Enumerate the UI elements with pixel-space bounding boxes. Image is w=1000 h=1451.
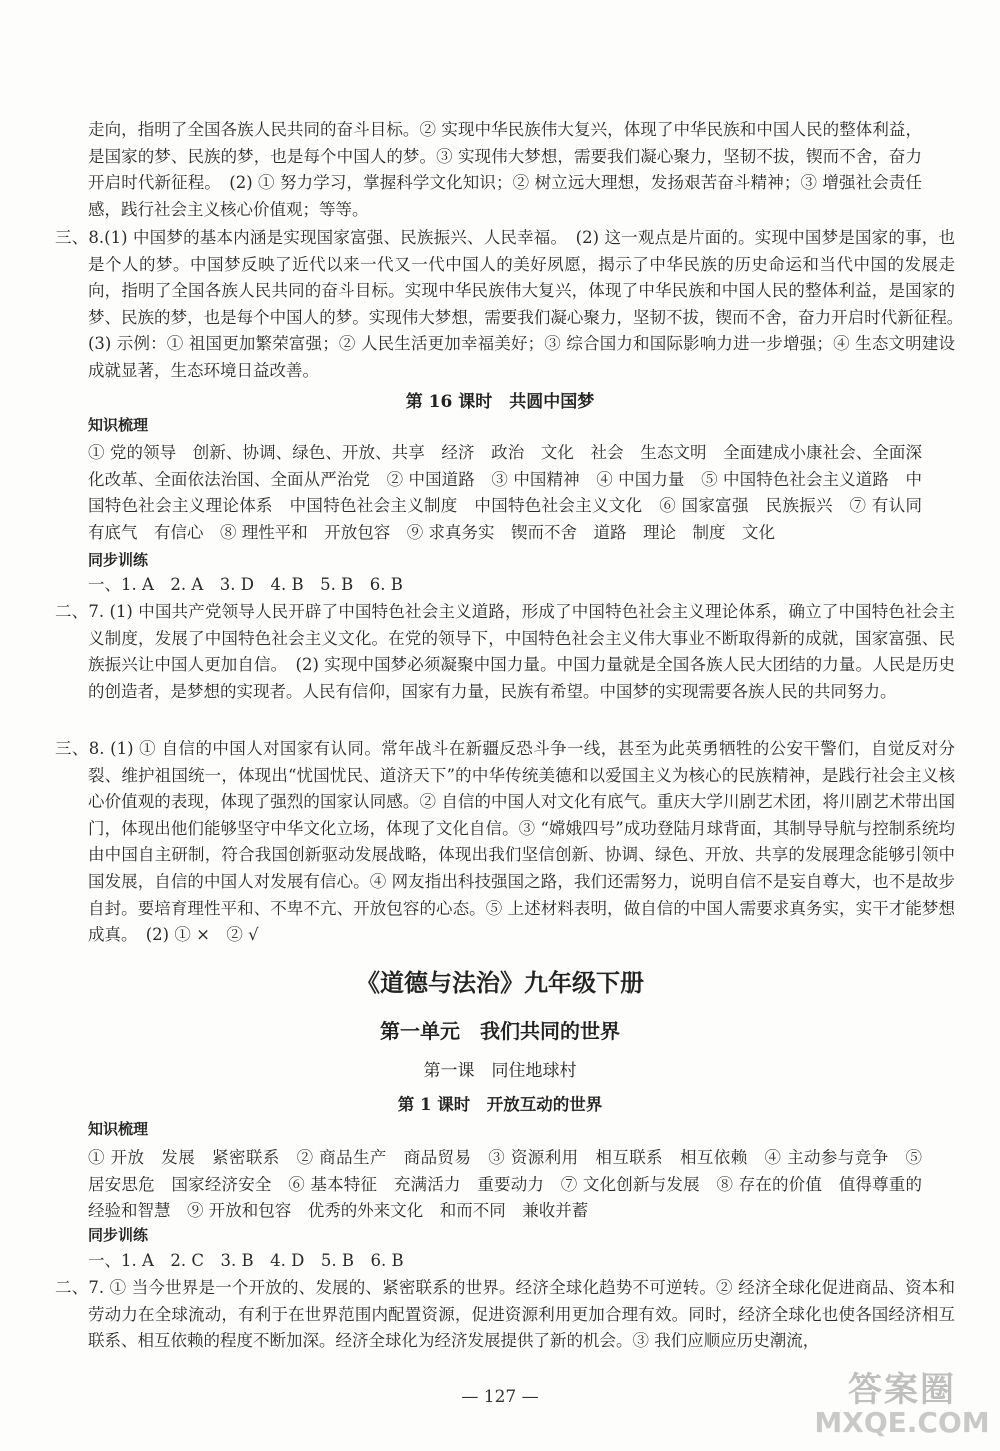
unit-title: 第一单元 我们共同的世界 bbox=[380, 1019, 620, 1043]
knowledge-points-2: ① 开放 发展 紧密联系 ② 商品生产 商品贸易 ③ 资源利用 相互联系 相互依赖 ④ 主动参与竞争 ⑤ 居安思危 国家经济安全 ⑥ 基本特征 充满活力 重要动力 ⑦ 文化创新与发展 ⑧ 存在的价值 值得尊重的经验和智慧 ⑨ 开放和包容 优秀的外来文化 和而不同 兼收并蓄 bbox=[88, 1148, 922, 1221]
choice-answers: 一、1. A 2. A 3. D 4. B 5. B 6. B bbox=[88, 575, 403, 594]
sync-training-heading: 同步训练 bbox=[88, 551, 149, 569]
paragraph-continuation: 走向，指明了全国各族人民共同的奋斗目标。② 实现中华民族伟大复兴，体现了中华民族和中国人民的整体利益，是国家的梦、民族的梦，也是每个中国人的梦。③ 实现伟大梦想，需要我们凝心聚力，坚韧不拔，锲而不舍，奋力开启时代新征程。 (2) ① 努力学习，掌握科学文化知识；② 树立远大理想，发扬艰苦奋斗精神；③ 增强社会责任感，践行社会主义核心价值观；等等。 bbox=[88, 120, 922, 219]
watermark-logo bbox=[812, 1362, 992, 1444]
knowledge-points: ① 党的领导 创新、协调、绿色、开放、共享 经济 政治 文化 社会 生态文明 全面建成小康社会、全面深化改革、全面依法治国、全面从严治党 ② 中国道路 ③ 中国精神 ④ 中国力量 ⑤ 中国特色社会主义道路 中国特色社会主义理论体系 中国特色社会主义制度 中国特色社会主义文化 ⑥ 国家富强 民族振兴 ⑦ 有认同 有底气 有信心 ⑧ 理性平和 开放包容 ⑨ 求真务实 锲而不舍 道路 理论 制度 文化 bbox=[88, 443, 939, 542]
lesson-16-title: 第 16 课时 共圆中国梦 bbox=[405, 392, 595, 412]
question-8-answer: 三、8.(1) 中国梦的基本内涵是实现国家富强、民族振兴、人民幸福。 (2) 这一观点是片面的。实现中国梦是国家的事，也是个人的梦。中国梦反映了近代以来一代又一代中国人的美好夙愿，揭示了中华民族的历史命运和当代中国的发展走向，指明了全国各族人民共同的奋斗目标。实现中华民族伟大复兴，体现了中华民族和中国人民的整体利益，是国家的梦、民族的梦，也是每个中国人的梦。实现伟大梦想，需要我们凝心聚力，坚韧不拔，锲而不舍，奋力开启时代新征程。 (3) 示例：① 祖国更加繁荣富强；② 人民生活更加幸福美好；③ 综合国力和国际影响力进一步增强；④ 生态文明建设成就显著，生态环境日益改善。 bbox=[55, 228, 972, 380]
page-number: — 127 — bbox=[461, 1387, 539, 1407]
knowledge-heading-2: 知识梳理 bbox=[88, 1120, 149, 1138]
question-7-answer: 二、7. (1) 中国共产党领导人民开辟了中国特色社会主义道路，形成了中国特色社会主义理论体系，确立了中国特色社会主义制度，发展了中国特色社会主义文化。在党的领导下，中国特色社会主义伟大事业不断取得新的成就，国家富强、民族振兴让中国人更加自信。 (2) 实现中国梦必须凝聚中国力量。中国力量就是全国各族人民大团结的力量。人民是历史的创造者，是梦想的实现者。人民有信仰，国家有力量，民族有希望。中国梦的实现需要各族人民的共同努力。 bbox=[55, 602, 955, 701]
watermark-brand: 答案圈 bbox=[848, 1370, 956, 1410]
question-7-answer-2: 二、7. ① 当今世界是一个开放的、发展的、紧密联系的世界。经济全球化趋势不可逆转。② 经济全球化促进商品、资本和劳动力在全球流动，有利于在世界范围内配置资源，促进资源利用更加合理有效。同时，经济全球化也使各国经济相互联系、相互依赖的程度不断加深。经济全球化为经济发展提供了新的机会。③ 我们应顺应历史潮流， bbox=[55, 1278, 955, 1351]
period-title: 第 1 课时 开放互动的世界 bbox=[397, 1095, 603, 1114]
sync-training-heading-2: 同步训练 bbox=[88, 1226, 149, 1244]
watermark-url: MXQE.COM bbox=[814, 1406, 990, 1439]
question-8-answer-2: 三、8. (1) ① 自信的中国人对国家有认同。常年战斗在新疆反恐斗争一线，甚至为此英勇牺牲的公安干警们，自觉反对分裂、维护祖国统一，体现出“忧国忧民、道济天下”的中华传统美德和以爱国主义为核心的民族精神，是践行社会主义核心价值观的表现，体现了强烈的国家认同感。② 自信的中国人对文化有底气。重庆大学川剧艺术团，将川剧艺术带出国门，体现出他们能够坚守中华文化立场，体现了文化自信。③ “嫦娥四号”成功登陆月球背面，其制导导航与控制系统均由中国自主研制，符合我国创新驱动发展战略，体现出我们坚信创新、协调、绿色、开放、共享的发展理念能够引领中国发展，自信的中国人对发展有信心。④ 网友指出科技强国之路，我们还需努力，说明自信不是妄自尊大，也不是故步自封。要培育理性平和、不卑不亢、开放包容的心态。⑤ 上述材料表明，做自信的中国人需要求真务实，实干才能梦想成真。 (2) ① × ② √ bbox=[55, 739, 955, 945]
lesson-title: 第一课 同住地球村 bbox=[423, 1061, 577, 1081]
book-title: 《道德与法治》九年级下册 bbox=[356, 968, 644, 997]
choice-answers-2: 一、1. A 2. C 3. B 4. D 5. B 6. B bbox=[88, 1251, 404, 1270]
knowledge-heading: 知识梳理 bbox=[88, 416, 149, 434]
